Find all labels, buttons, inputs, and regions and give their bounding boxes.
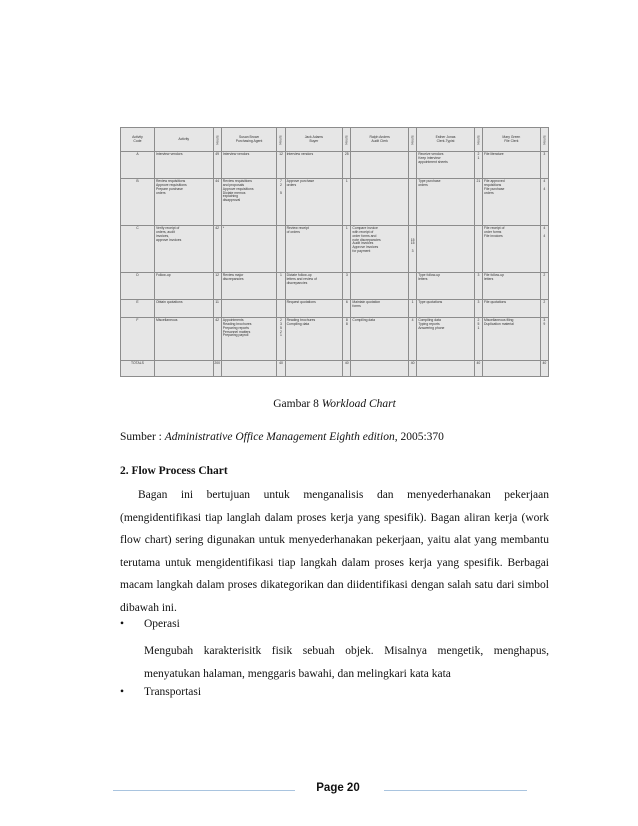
hours-cell: 42: [213, 226, 221, 273]
hours-cell: 4 4: [540, 226, 548, 273]
table-cell: Miscellaneous filing Duplication material: [483, 318, 541, 361]
footer-rule-left: [113, 790, 295, 791]
hours-cell: [409, 152, 417, 179]
header-activity: Activity: [154, 128, 213, 152]
table-cell: [351, 273, 409, 300]
hours-cell: 2: [540, 273, 548, 300]
table-cell: Verify receipt of orders, audit invoices, approve invoices: [154, 226, 213, 273]
activity-code-cell: E: [121, 300, 155, 318]
activity-code-cell: B: [121, 179, 155, 226]
table-cell: Approve purchase orders: [285, 179, 343, 226]
table-cell: Interview vendors: [154, 152, 213, 179]
header-hours: Hours: [343, 128, 351, 152]
hours-cell: [474, 226, 482, 273]
table-cell: Receive vendors Keep interview appointment sheets: [417, 152, 475, 179]
hours-cell: 40: [409, 361, 417, 377]
table-cell: Compiling data: [351, 318, 409, 361]
table-cell: Review requisitions and proposals Approve requisitions Dictate memos explaining disapproval: [221, 179, 277, 226]
hours-cell: 12: [277, 152, 285, 179]
table-cell: Dictate follow-up letters and review of discrepancies: [285, 273, 343, 300]
header-hours: Hours: [213, 128, 221, 152]
table-cell: [351, 179, 409, 226]
activity-code-cell: A: [121, 152, 155, 179]
hours-cell: [409, 179, 417, 226]
table-cell: Reading brochures Compiling data: [285, 318, 343, 361]
table-cell: [221, 361, 277, 377]
header-jack-adams: Jack Adams Buyer: [285, 128, 343, 152]
table-cell: Request quotations: [285, 300, 343, 318]
hours-cell: 3: [343, 273, 351, 300]
activity-code-cell: TOTALS: [121, 361, 155, 377]
table-header-row: [121, 128, 549, 152]
hours-cell: 49: [213, 152, 221, 179]
hours-cell: 11: [213, 300, 221, 318]
activity-code-cell: C: [121, 226, 155, 273]
hours-cell: 3 9: [540, 318, 548, 361]
hours-cell: 44: [213, 179, 221, 226]
activity-code-cell: F: [121, 318, 155, 361]
table-cell: Review requisitions Approve requisitions Prepare purchase orders: [154, 179, 213, 226]
table-row: [121, 226, 549, 273]
hours-cell: 1: [343, 179, 351, 226]
bullet-icon: •: [120, 618, 125, 630]
figure-source: Sumber : Administrative Office Management Eighth edition, 2005:370: [120, 431, 444, 443]
table-cell: File follow-up letters: [483, 273, 541, 300]
hours-cell: 2: [540, 300, 548, 318]
table-row: [121, 179, 549, 226]
bullet-description: Mengubah karakterisitk fisik sebuah objek. Misalnya mengetik, menghapus, menyatukan halaman, menggaris bawahi, dan melingkari kata kata: [144, 645, 549, 680]
table-cell: Follow-up: [154, 273, 213, 300]
hours-cell: 2 1: [474, 152, 482, 179]
footer-rule-right: [384, 790, 527, 791]
hours-cell: 1: [343, 226, 351, 273]
table-cell: File literature: [483, 152, 541, 179]
table-cell: Type follow-up letters: [417, 273, 475, 300]
hours-cell: [277, 226, 285, 273]
hours-cell: 3: [540, 152, 548, 179]
hours-cell: 40: [343, 361, 351, 377]
figure-caption: Gambar 8 Workload Chart: [273, 398, 396, 410]
page-number: Page 20: [316, 782, 360, 794]
hours-cell: 4 4: [540, 179, 548, 226]
hours-cell: 8 8: [343, 318, 351, 361]
hours-cell: 1: [277, 273, 285, 300]
section-heading: 2. Flow Process Chart: [120, 465, 228, 477]
table-cell: [417, 361, 475, 377]
hours-cell: 25: [343, 152, 351, 179]
header-hours: Hours: [277, 128, 285, 152]
table-cell: *: [221, 226, 277, 273]
hours-cell: [277, 300, 285, 318]
table-cell: Compiling data Typing reports Answering phone: [417, 318, 475, 361]
hours-cell: 3: [474, 300, 482, 318]
table-cell: [483, 361, 541, 377]
table-cell: Type quotations: [417, 300, 475, 318]
hours-cell: 15 15 3: [409, 226, 417, 273]
table-cell: Interview vendors: [285, 152, 343, 179]
bullet-operasi: [120, 618, 180, 630]
table-cell: [221, 300, 277, 318]
table-row: [121, 318, 549, 361]
table-cell: Review major discrepancies: [221, 273, 277, 300]
hours-cell: 4: [409, 318, 417, 361]
table-row: [121, 300, 549, 318]
hours-cell: 21: [474, 179, 482, 226]
hours-cell: 40: [540, 361, 548, 377]
hours-cell: 7 2 5: [277, 179, 285, 226]
hours-cell: 40: [277, 361, 285, 377]
hours-cell: 3: [474, 273, 482, 300]
header-susan-brown: Susan Brown Purchasing Agent: [221, 128, 277, 152]
table-cell: Interview vendors: [221, 152, 277, 179]
header-esther-jonas: Esther Jonas Clerk-Typist: [417, 128, 475, 152]
hours-cell: 200: [213, 361, 221, 377]
hours-cell: 2 3 5 2 1: [277, 318, 285, 361]
table-cell: Obtain quotations: [154, 300, 213, 318]
table-cell: File quotations: [483, 300, 541, 318]
bullet-transportasi: [120, 686, 201, 698]
table-row: [121, 273, 549, 300]
hours-cell: 6: [343, 300, 351, 318]
body-paragraph: Bagan ini bertujuan untuk menganalisis dan menyederhanakan pekerjaan (mengidentifikasi tiap langlah dalam proses kerja yang spesifik). Bagan aliran kerja (work flow chart) sering digunakan untuk menyederhanakan pekerjaan, yaitu alat yang membantu terutama untuk mengidentifikasi tiap langkah dalam proses kerja yang spesifik. Berbagai macam langkah dalam proses dikategorikan dan diidentifikasi dengan salah satu dari simbol dibawah ini.: [120, 489, 549, 614]
header-activity-code: Activity Code: [121, 128, 155, 152]
activity-code-cell: D: [121, 273, 155, 300]
table-cell: [351, 152, 409, 179]
header-mary-green: Mary Green File Clerk: [483, 128, 541, 152]
header-ralph-anders: Ralph Anders Audit Clerk: [351, 128, 409, 152]
hours-cell: 42: [213, 318, 221, 361]
header-hours: Hours: [409, 128, 417, 152]
bullet-icon: •: [120, 686, 125, 698]
table-cell: [351, 361, 409, 377]
table-cell: Appointments Reading brochures Preparing reports Personnel matters Preparing payroll: [221, 318, 277, 361]
bullet-label: Operasi: [144, 618, 180, 630]
table-cell: Compare invoice with receipt of order forms and note discrepancies Audit invoices Approve invoices for payment: [351, 226, 409, 273]
table-cell: Review receipt of orders: [285, 226, 343, 273]
table-cell: [154, 361, 213, 377]
table-cell: [417, 226, 475, 273]
hours-cell: 40: [474, 361, 482, 377]
table-cell: File approved requisitions File purchase orders: [483, 179, 541, 226]
table-cell: File receipt of order forms File invoices: [483, 226, 541, 273]
hours-cell: [409, 273, 417, 300]
table-cell: Maintain quotation forms: [351, 300, 409, 318]
workload-chart-table: [120, 127, 549, 377]
totals-row: [121, 361, 549, 377]
hours-cell: 2 5 1: [474, 318, 482, 361]
table-cell: [285, 361, 343, 377]
hours-cell: 12: [213, 273, 221, 300]
hours-cell: 1: [409, 300, 417, 318]
bullet-label: Transportasi: [144, 686, 202, 698]
header-hours: Hours: [540, 128, 548, 152]
table-row: [121, 152, 549, 179]
table-cell: Type purchase orders: [417, 179, 475, 226]
table-cell: Miscellaneous: [154, 318, 213, 361]
header-hours: Hours: [474, 128, 482, 152]
